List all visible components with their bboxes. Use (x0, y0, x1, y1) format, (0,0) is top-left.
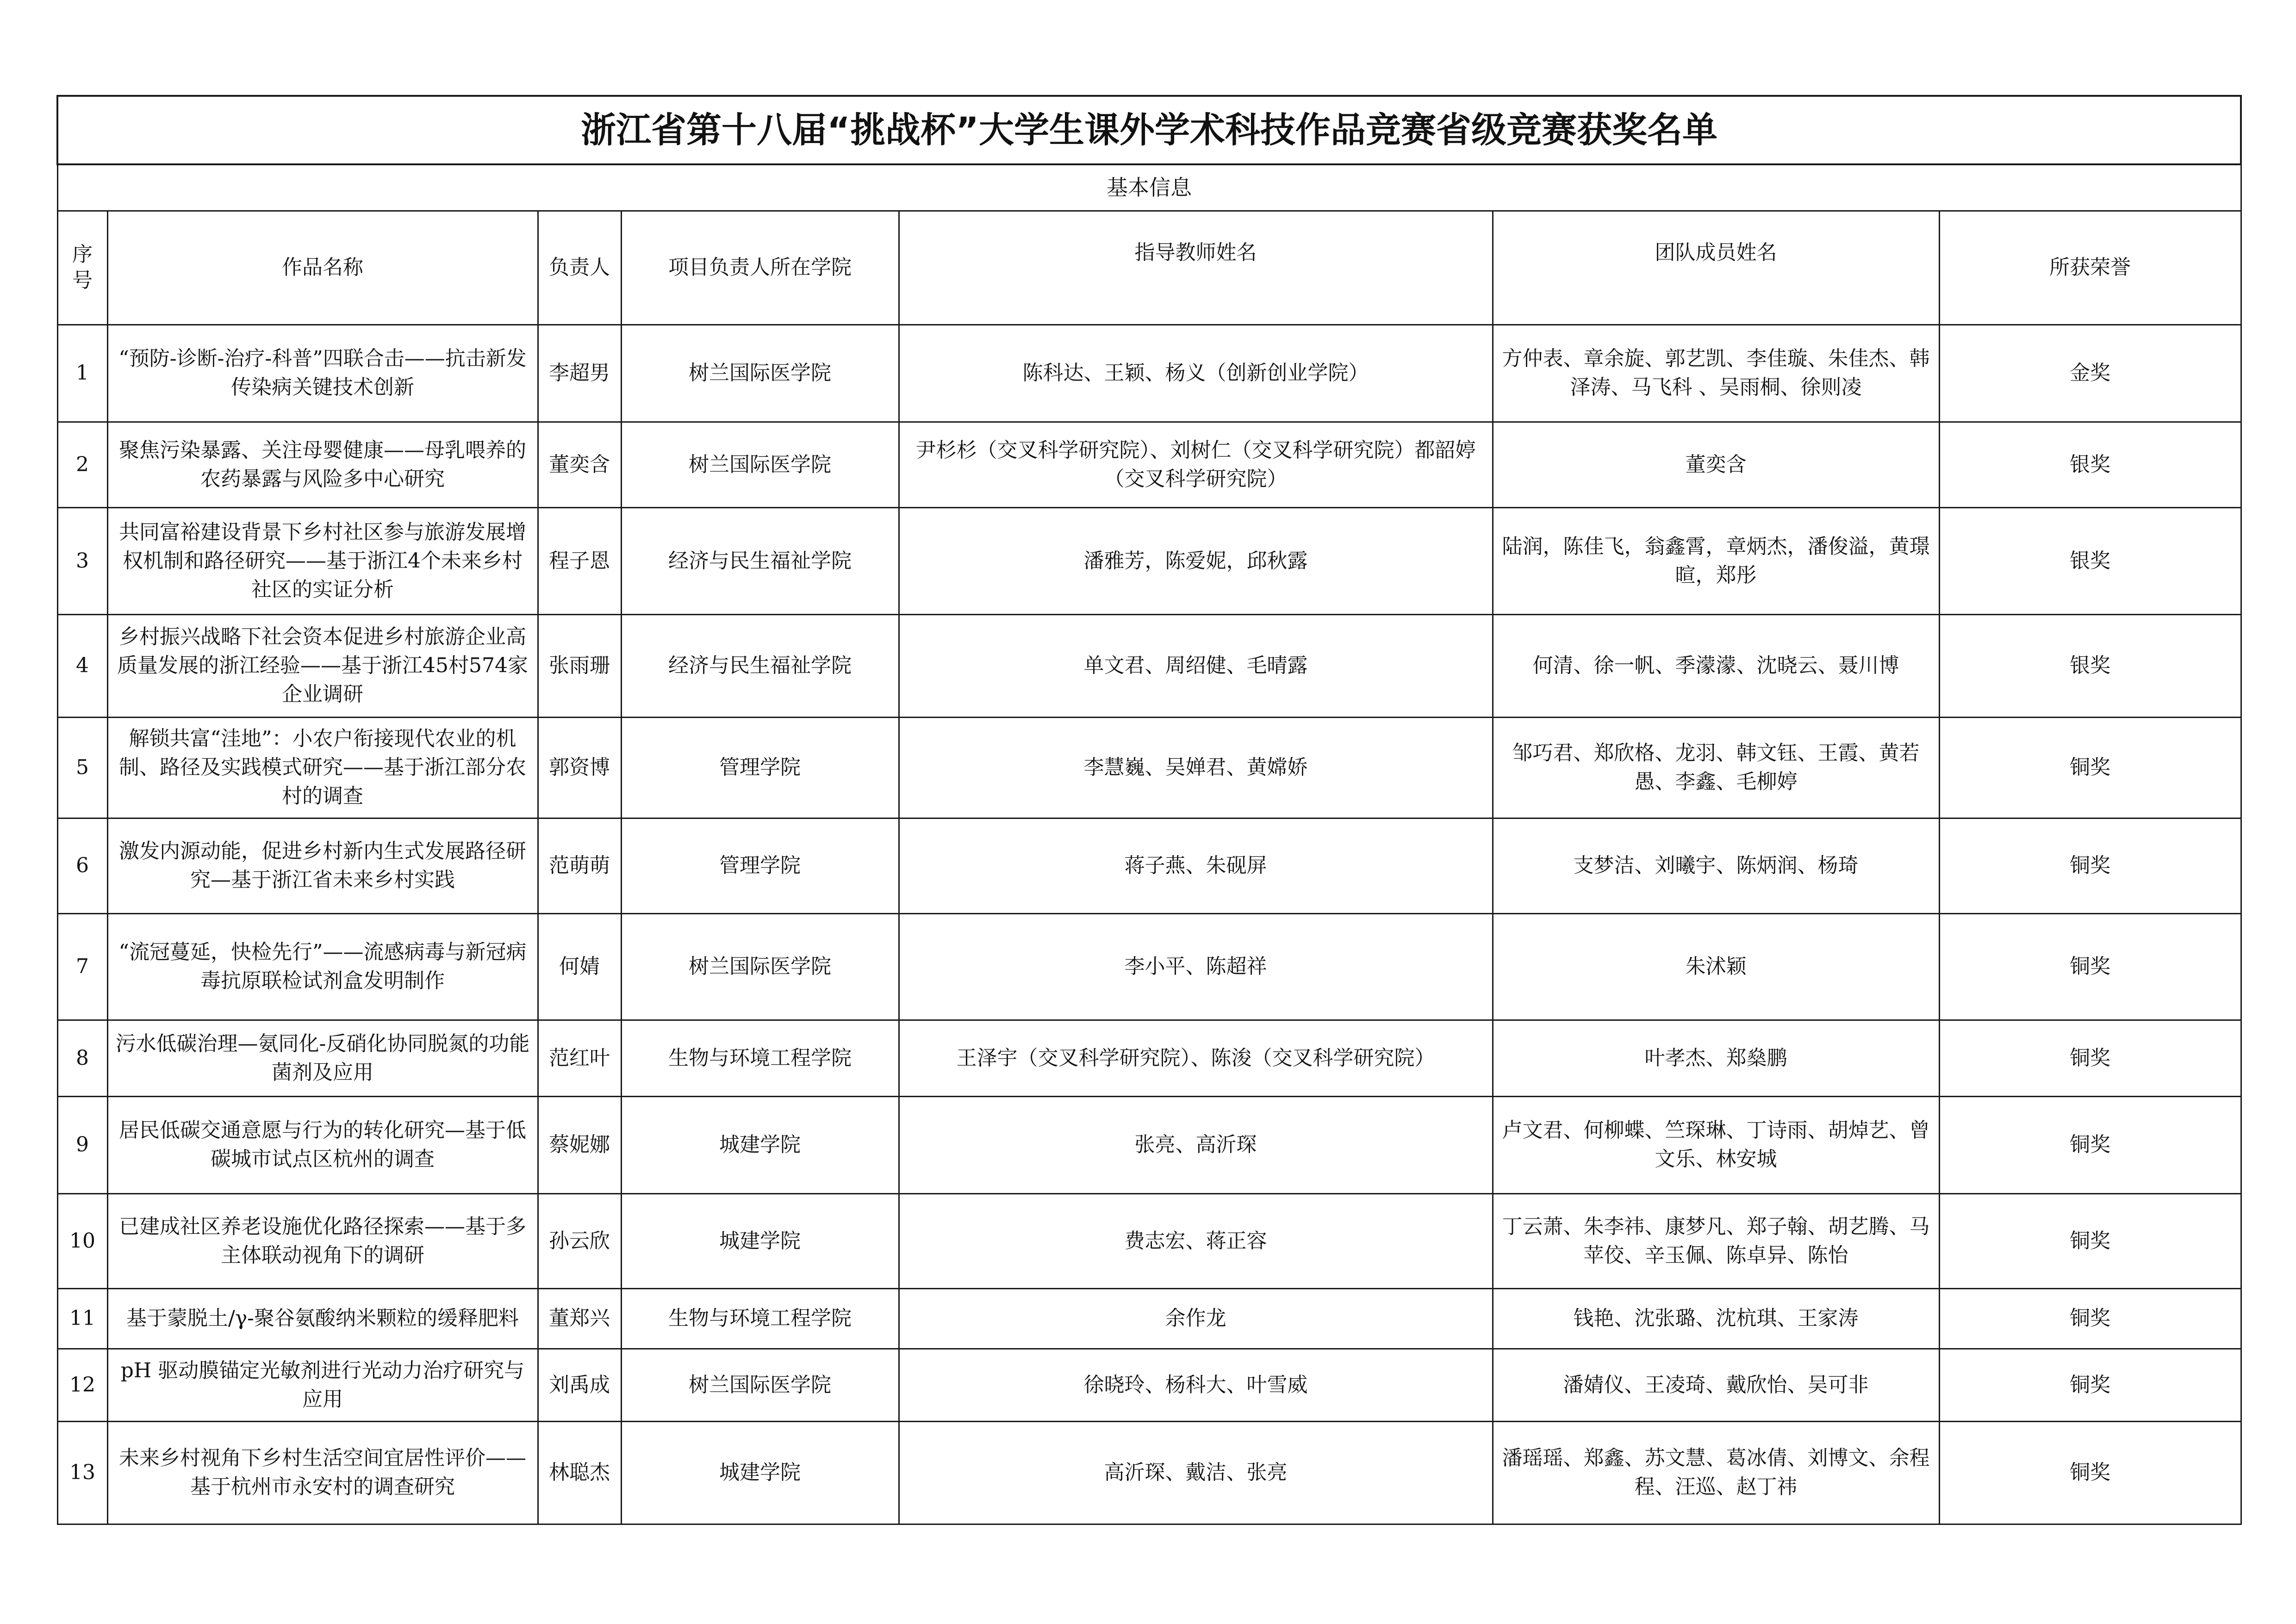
table-row (57, 1349, 2241, 1421)
cell-project: 解锁共富“洼地”：小农户衔接现代农业的机制、路径及实践模式研究——基于浙江部分农村的调查 (107, 717, 538, 818)
cell-project: 基于蒙脱土/γ-聚谷氨酸纳米颗粒的缓释肥料 (107, 1288, 538, 1349)
cell-award: 铜奖 (1939, 1288, 2241, 1349)
cell-leader: 董郑兴 (538, 1288, 621, 1349)
cell-college: 城建学院 (621, 1096, 899, 1193)
table-row (57, 1421, 2241, 1524)
cell-members: 方仲表、章余旋、郭艺凯、李佳璇、朱佳杰、韩泽涛、马飞科 、吴雨桐、徐则凌 (1493, 325, 1939, 422)
cell-leader: 蔡妮娜 (538, 1096, 621, 1193)
table-row (57, 818, 2241, 913)
cell-leader: 范红叶 (538, 1020, 621, 1096)
table-row (57, 913, 2241, 1020)
cell-college: 树兰国际医学院 (621, 325, 899, 422)
cell-project: 污水低碳治理—氨同化-反硝化协同脱氮的功能菌剂及应用 (107, 1020, 538, 1096)
cell-project: “预防-诊断-治疗-科普”四联合击——抗击新发传染病关键技术创新 (107, 325, 538, 422)
table-row (57, 1288, 2241, 1349)
cell-seq: 9 (57, 1096, 107, 1193)
column-header-leader: 负责人 (538, 211, 621, 325)
table-row (57, 1193, 2241, 1288)
column-header-advisors: 指导教师姓名 (899, 211, 1493, 325)
cell-advisors: 潘雅芳，陈爱妮，邱秋露 (899, 507, 1493, 614)
cell-college: 经济与民生福祉学院 (621, 507, 899, 614)
cell-college: 树兰国际医学院 (621, 1349, 899, 1421)
cell-award: 铜奖 (1939, 1421, 2241, 1524)
cell-seq: 6 (57, 818, 107, 913)
table-row (57, 1096, 2241, 1193)
column-header-seq (57, 211, 107, 325)
cell-leader: 郭资博 (538, 717, 621, 818)
cell-members: 潘婧仪、王凌琦、戴欣怡、吴可非 (1493, 1349, 1939, 1421)
cell-advisors: 高沂琛、戴洁、张亮 (899, 1421, 1493, 1524)
cell-advisors: 单文君、周绍健、毛晴露 (899, 614, 1493, 717)
cell-seq: 1 (57, 325, 107, 422)
cell-advisors: 蒋子燕、朱砚屏 (899, 818, 1493, 913)
cell-advisors: 王泽宇（交叉科学研究院）、陈浚（交叉科学研究院） (899, 1020, 1493, 1096)
column-header-project: 作品名称 (107, 211, 538, 325)
table-row (57, 507, 2241, 614)
cell-advisors: 陈科达、王颖、杨义（创新创业学院） (899, 325, 1493, 422)
cell-award: 银奖 (1939, 422, 2241, 507)
column-header-seq-label: 序号 (72, 243, 93, 292)
column-header-members: 团队成员姓名 (1493, 211, 1939, 325)
cell-seq: 8 (57, 1020, 107, 1096)
cell-leader: 张雨珊 (538, 614, 621, 717)
cell-leader: 何婧 (538, 913, 621, 1020)
column-header-award: 所获荣誉 (1939, 211, 2241, 325)
cell-award: 银奖 (1939, 614, 2241, 717)
cell-project: 激发内源动能，促进乡村新内生式发展路径研究—基于浙江省未来乡村实践 (107, 818, 538, 913)
cell-advisors: 徐晓玲、杨科大、叶雪威 (899, 1349, 1493, 1421)
cell-members: 朱沭颖 (1493, 913, 1939, 1020)
cell-college: 生物与环境工程学院 (621, 1020, 899, 1096)
cell-award: 铜奖 (1939, 913, 2241, 1020)
cell-leader: 林聪杰 (538, 1421, 621, 1524)
cell-award: 铜奖 (1939, 1020, 2241, 1096)
cell-advisors: 李慧巍、吴婵君、黄嫦娇 (899, 717, 1493, 818)
cell-leader: 孙云欣 (538, 1193, 621, 1288)
cell-members: 叶孝杰、郑燊鹏 (1493, 1020, 1939, 1096)
cell-college: 树兰国际医学院 (621, 913, 899, 1020)
cell-college: 城建学院 (621, 1193, 899, 1288)
title-row (57, 96, 2241, 164)
cell-seq: 7 (57, 913, 107, 1020)
cell-award: 铜奖 (1939, 1096, 2241, 1193)
cell-leader: 刘禹成 (538, 1349, 621, 1421)
cell-award: 银奖 (1939, 507, 2241, 614)
page-title: 浙江省第十八届“挑战杯”大学生课外学术科技作品竞赛省级竞赛获奖名单 (57, 96, 2241, 164)
cell-seq: 2 (57, 422, 107, 507)
cell-advisors: 张亮、高沂琛 (899, 1096, 1493, 1193)
cell-project: 居民低碳交通意愿与行为的转化研究—基于低碳城市试点区杭州的调查 (107, 1096, 538, 1193)
cell-members: 卢文君、何柳蝶、竺琛琳、丁诗雨、胡焯艺、曾文乐、林安城 (1493, 1096, 1939, 1193)
cell-advisors: 尹杉杉（交叉科学研究院）、刘树仁（交叉科学研究院）都韶婷（交叉科学研究院） (899, 422, 1493, 507)
cell-leader: 李超男 (538, 325, 621, 422)
cell-members: 陆润，陈佳飞，翁鑫霄，章炳杰，潘俊溢，黄璟暄，郑彤 (1493, 507, 1939, 614)
cell-leader: 董奕含 (538, 422, 621, 507)
cell-seq: 13 (57, 1421, 107, 1524)
cell-seq: 10 (57, 1193, 107, 1288)
group-header-row (57, 164, 2241, 211)
cell-college: 经济与民生福祉学院 (621, 614, 899, 717)
cell-members: 邹巧君、郑欣格、龙羽、韩文钰、王霞、黄若愚、李鑫、毛柳婷 (1493, 717, 1939, 818)
table-row (57, 1020, 2241, 1096)
cell-project: 聚焦污染暴露、关注母婴健康——母乳喂养的农药暴露与风险多中心研究 (107, 422, 538, 507)
table-row (57, 422, 2241, 507)
cell-award: 铜奖 (1939, 818, 2241, 913)
cell-award: 铜奖 (1939, 717, 2241, 818)
cell-college: 生物与环境工程学院 (621, 1288, 899, 1349)
cell-members: 丁云萧、朱李祎、康梦凡、郑子翰、胡艺腾、马苹佼、辛玉佩、陈卓异、陈怡 (1493, 1193, 1939, 1288)
cell-project: “流冠蔓延，快检先行”——流感病毒与新冠病毒抗原联检试剂盒发明制作 (107, 913, 538, 1020)
cell-members: 潘瑶瑶、郑鑫、苏文慧、葛冰倩、刘博文、余程程、汪巡、赵丁祎 (1493, 1421, 1939, 1524)
cell-members: 董奕含 (1493, 422, 1939, 507)
cell-members: 钱艳、沈张璐、沈杭琪、王家涛 (1493, 1288, 1939, 1349)
cell-members: 何清、徐一帆、季濛濛、沈晓云、聂川博 (1493, 614, 1939, 717)
cell-seq: 5 (57, 717, 107, 818)
cell-award: 金奖 (1939, 325, 2241, 422)
cell-college: 管理学院 (621, 818, 899, 913)
cell-award: 铜奖 (1939, 1349, 2241, 1421)
cell-seq: 4 (57, 614, 107, 717)
table-row (57, 325, 2241, 422)
cell-project: 已建成社区养老设施优化路径探索——基于多主体联动视角下的调研 (107, 1193, 538, 1288)
cell-advisors: 李小平、陈超祥 (899, 913, 1493, 1020)
cell-seq: 11 (57, 1288, 107, 1349)
table-row (57, 614, 2241, 717)
table-row (57, 717, 2241, 818)
cell-project: 未来乡村视角下乡村生活空间宜居性评价——基于杭州市永安村的调查研究 (107, 1421, 538, 1524)
cell-college: 树兰国际医学院 (621, 422, 899, 507)
cell-award: 铜奖 (1939, 1193, 2241, 1288)
award-list-table (56, 95, 2242, 1525)
cell-members: 支梦洁、刘曦宇、陈炳润、杨琦 (1493, 818, 1939, 913)
cell-project: pH 驱动膜锚定光敏剂进行光动力治疗研究与应用 (107, 1349, 538, 1421)
cell-leader: 程子恩 (538, 507, 621, 614)
group-header: 基本信息 (57, 164, 2241, 211)
cell-seq: 3 (57, 507, 107, 614)
column-header-college: 项目负责人所在学院 (621, 211, 899, 325)
cell-seq: 12 (57, 1349, 107, 1421)
cell-advisors: 余作龙 (899, 1288, 1493, 1349)
cell-leader: 范萌萌 (538, 818, 621, 913)
column-header-row (57, 211, 2241, 325)
cell-project: 共同富裕建设背景下乡村社区参与旅游发展增权机制和路径研究——基于浙江4个未来乡村社区的实证分析 (107, 507, 538, 614)
cell-college: 城建学院 (621, 1421, 899, 1524)
cell-project: 乡村振兴战略下社会资本促进乡村旅游企业高质量发展的浙江经验——基于浙江45村574家企业调研 (107, 614, 538, 717)
cell-advisors: 费志宏、蒋正容 (899, 1193, 1493, 1288)
cell-college: 管理学院 (621, 717, 899, 818)
